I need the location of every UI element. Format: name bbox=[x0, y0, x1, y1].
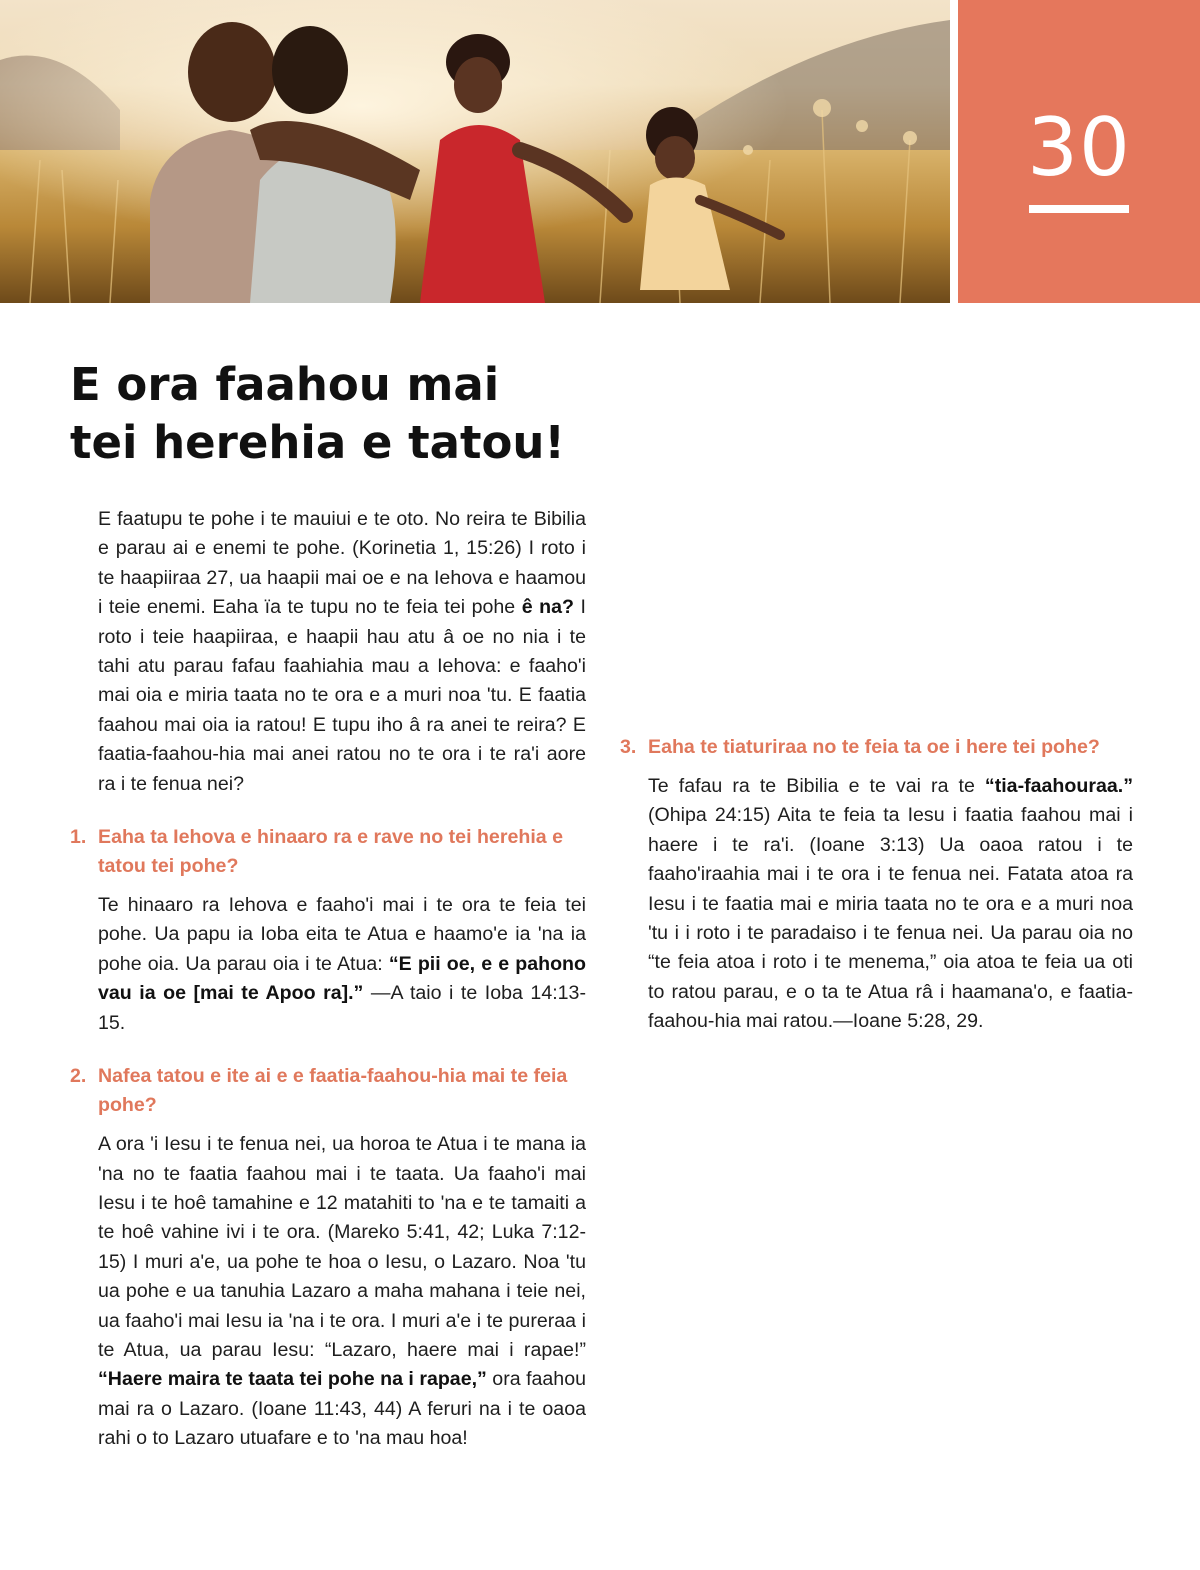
answer-2 bbox=[98, 1130, 586, 1570]
answer-1-bold: “E pii oe, e e pahono vau ia oe [mai te Apoo ra].” bbox=[98, 952, 586, 1005]
intro-text-1: E faatupu te pohe i te mauiui e te oto. No reira te Bibilia e parau ai e enemi te pohe. (Korinetia 1, 15:26) I roto i te haapiiraa 27, ua haapii mai oe e na Iehova e haamou i teie enemi. Eaha ïa te tupu no te feia tei pohe bbox=[98, 508, 586, 619]
answer-1-text-2: —A taio i te Ioba 14:13-15. bbox=[98, 982, 586, 1034]
answer-2-text-1: A ora 'i Iesu i te fenua nei, ua horoa te Atua i te mana ia 'na no te faatia faahou mai i te taata. Ua faaho'i mai Iesu i te hoê tamahine e 12 matahiti to 'na e te tamaiti a te hoê vahine ivi i te ora. (Mareko 5:41, 42; Luka 7:12-15) I muri a'e, ua pohe te hoa o Iesu, o Lazaro. Noa 'tu ua pohe e ua tanuhia Lazaro a maha mahana i teie nei, ua faaho'i mai Iesu ia 'na i te ora. I muri a'e i te pureraa i te Atua, ua parau Iesu: “Lazaro, haere mai i rapae!” bbox=[98, 1133, 586, 1361]
question-2-text: Nafea tatou e ite ai e e faatia-faahou-hia mai te feia pohe? bbox=[98, 1065, 568, 1117]
question-1-number: 1. bbox=[70, 826, 87, 849]
lesson-number-underline bbox=[1029, 205, 1129, 213]
family-meadow-photo bbox=[0, 0, 950, 303]
answer-3-bold: “tia-faahouraa.” bbox=[984, 775, 1133, 797]
intro-text-2: I roto i teie haapiiraa, e haapii hau atu â oe no nia i te tahi atu parau fafau faahiahia mau a Iehova: e faaho'i mai oia e miria taata no te ora e a muri noa 'tu. E faatia faahou mai oia ia ratou! E tupu iho â ra anei te reira? E faatia-faahou-hia mai anei ratou no te ora i te ra'i aore ra i te fenua nei? bbox=[98, 596, 586, 795]
question-3-number: 3. bbox=[620, 736, 637, 758]
lesson-number: 30 bbox=[1027, 101, 1131, 194]
answer-2-text-2: ora faahou mai ra o Lazaro. (Ioane 11:43, 44) A feruri na i te oaoa rahi o to Lazaro utuafare e to 'na mau hoa! bbox=[98, 1368, 586, 1450]
intro-paragraph bbox=[98, 505, 586, 799]
header-photo bbox=[0, 0, 950, 303]
question-1-text: Eaha ta Iehova e hinaaro ra e rave no tei herehia e tatou tei pohe? bbox=[98, 826, 564, 878]
page-title bbox=[70, 356, 565, 472]
answer-3-text-2: (Ohipa 24:15) Aita te feia ta Iesu i faatia faahou mai i haere i te ra'i. (Ioane 3:13) Ua oaoa ratou i te faaho'iraahia mai i te ora i te fenua nei. Fatata atoa ra Iesu i te faatia mai e miria taata no te ora e a muri noa 'tu i i roto i te paradaiso i te fenua nei. Ua parau oia no “te feia atoa i roto i te menema,” oia atoa te feia ua oti to ratou parau, e o ta te Atua râ i haamana'o, e faatia-faahou-hia mai ratou.—Ioane 5:28, 29. bbox=[648, 804, 1133, 1033]
page-title-line2: tei herehia e tatou! bbox=[70, 416, 565, 469]
answer-3 bbox=[648, 772, 1133, 1037]
left-column bbox=[70, 505, 586, 1570]
answer-1 bbox=[98, 891, 586, 1038]
right-column bbox=[620, 505, 1133, 1037]
question-3 bbox=[620, 733, 1133, 762]
intro-bold: ê na? bbox=[521, 596, 575, 619]
question-2 bbox=[70, 1062, 586, 1120]
question-3-text: Eaha te tiaturiraa no te feia ta oe i here tei pohe? bbox=[648, 736, 1100, 758]
answer-1-text-1: Te hinaaro ra Iehova e faaho'i mai i te ora te feia tei pohe. Ua papu ia Ioba eita te Atua e haamo'e ia 'na ia pohe oia. Ua parau oia i te Atua: bbox=[98, 894, 586, 975]
answer-3-text-1: Te fafau ra te Bibilia e te vai ra te bbox=[648, 775, 985, 797]
question-2-number: 2. bbox=[70, 1065, 87, 1088]
lesson-number-box bbox=[958, 0, 1200, 303]
question-1 bbox=[70, 823, 586, 881]
page-title-line1: E ora faahou mai bbox=[70, 358, 500, 411]
answer-2-bold: “Haere maira te taata tei pohe na i rapae,” bbox=[98, 1368, 487, 1391]
